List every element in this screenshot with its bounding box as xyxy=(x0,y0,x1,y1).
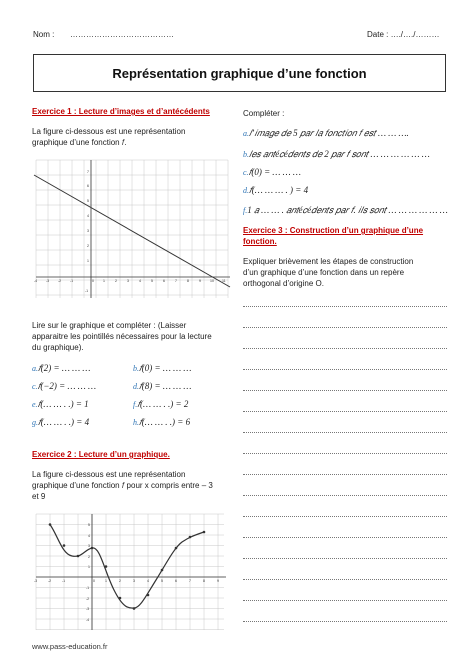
ex3-line1: Expliquer brièvement les étapes de construction xyxy=(243,257,414,266)
item-expression: 𝑓(… … . .) = 1 xyxy=(37,399,89,409)
graph-1-x-tick: 8 xyxy=(187,279,189,283)
ex1-item-b xyxy=(133,363,191,374)
graph-2-y-tick: -3 xyxy=(86,607,90,611)
graph-1-y-tick: -1 xyxy=(85,289,89,293)
ex3-heading-line2: fonction. xyxy=(243,237,277,246)
graph-2-point xyxy=(105,565,108,568)
item-expression: 𝑓(−2) = … … … xyxy=(37,381,97,391)
ex1-intro-line1: La figure ci-dessous est une représentation xyxy=(32,127,186,136)
graph-2-wave-function xyxy=(32,510,230,632)
ex3-heading-line1: Exercice 3 : Construction d’un graphique d’une xyxy=(243,226,424,235)
graph-2-point xyxy=(189,536,192,539)
graph-2-x-tick: 2 xyxy=(119,579,121,583)
name-label: Nom : xyxy=(33,30,55,39)
graph-1-x-tick: 10 xyxy=(210,279,214,283)
item-letter: f. xyxy=(243,206,248,215)
graph-2-y-tick: -2 xyxy=(86,597,90,601)
graph-2-point xyxy=(63,544,66,547)
graph-1-linear-function xyxy=(32,155,232,300)
ex1-instruction-line3: du graphique). xyxy=(32,343,84,352)
answer-line[interactable] xyxy=(243,369,447,370)
item-letter: a. xyxy=(32,364,38,373)
graph-1-x-tick: -4 xyxy=(34,279,38,283)
graph-1-y-tick: 2 xyxy=(87,244,89,248)
answer-line[interactable] xyxy=(243,537,447,538)
graph-1-y-tick: 7 xyxy=(87,170,89,174)
item-text: 𝑙𝑒𝑠 𝑎𝑛𝑡é𝑐é𝑑𝑒𝑛𝑡𝑠 𝑑𝑒 2 𝑝𝑎𝑟 𝑓 𝑠𝑜𝑛𝑡 … … … … … … xyxy=(249,149,430,159)
graph-2-point xyxy=(49,523,52,526)
ex2-intro-line1: La figure ci-dessous est une représentation xyxy=(32,470,186,479)
answer-line[interactable] xyxy=(243,579,447,580)
graph-2-x-tick: 8 xyxy=(203,579,205,583)
graph-1-x-tick: 9 xyxy=(199,279,201,283)
graph-2-point xyxy=(203,531,206,534)
graph-2-point xyxy=(119,597,122,600)
graph-1-x-tick: 5 xyxy=(151,279,153,283)
page-title: Représentation graphique d’une fonction xyxy=(112,65,367,81)
graph-1-y-tick: 5 xyxy=(87,199,89,203)
ex2-intro-line3: et 9 xyxy=(32,492,46,501)
graph-1-y-tick: 3 xyxy=(87,229,89,233)
graph-2-y-tick: 5 xyxy=(88,523,90,527)
graph-1-x-tick: -1 xyxy=(70,279,74,283)
item-letter: f. xyxy=(133,400,138,409)
item-letter: g. xyxy=(32,418,38,427)
answer-line[interactable] xyxy=(243,621,447,622)
graph-1-y-tick: 6 xyxy=(87,184,89,188)
graph-2-point xyxy=(77,555,80,558)
graph-1-x-tick: 3 xyxy=(127,279,129,283)
item-expression: 𝑓(… … . .) = 4 xyxy=(38,417,90,427)
graph-1-y-tick: 1 xyxy=(87,259,89,263)
ex1-item-g xyxy=(32,417,89,428)
answer-line[interactable] xyxy=(243,411,447,412)
item-letter: e. xyxy=(32,400,38,409)
right-item-b xyxy=(243,149,430,160)
graph-2-x-tick: 7 xyxy=(189,579,191,583)
item-letter: c. xyxy=(243,168,249,177)
answer-line[interactable] xyxy=(243,474,447,475)
right-item-a xyxy=(243,128,409,139)
graph-1-x-tick: 11 xyxy=(222,279,226,283)
item-text: 1 𝑎 … … . 𝑎𝑛𝑡é𝑐é𝑑𝑒𝑛𝑡𝑠 𝑝𝑎𝑟 𝑓. 𝑖𝑙𝑠 𝑠𝑜𝑛𝑡 … … … … … … xyxy=(247,205,448,215)
right-item-c xyxy=(243,167,301,178)
graph-2-x-tick: 9 xyxy=(217,579,219,583)
graph-1-x-tick: 6 xyxy=(163,279,165,283)
graph-2-point xyxy=(147,594,150,597)
date-label: Date : …./…./……… xyxy=(367,30,440,39)
item-expression: 𝑓(8) = … … … xyxy=(139,381,192,391)
graph-2-grid xyxy=(36,514,224,630)
graph-2-x-tick: -3 xyxy=(34,579,38,583)
graph-2-y-tick: 1 xyxy=(88,565,90,569)
graph-1-x-tick: 0 xyxy=(92,279,94,283)
graph-2-x-tick: -1 xyxy=(62,579,66,583)
graph-1-x-tick: 7 xyxy=(175,279,177,283)
graph-2-y-tick: 2 xyxy=(88,555,90,559)
item-expression: 𝑓(… … . .) = 2 xyxy=(137,399,189,409)
graph-2-x-tick: 4 xyxy=(147,579,149,583)
item-letter: d. xyxy=(243,186,249,195)
graph-2-point xyxy=(175,547,178,550)
answer-line[interactable] xyxy=(243,600,447,601)
graph-2-x-tick: -2 xyxy=(48,579,52,583)
ex2-intro-line2: graphique d’une fonction 𝑓 pour x compris entre – 3 xyxy=(32,481,213,490)
item-expression: 𝑓(2) = … … … xyxy=(38,363,91,373)
graph-2-x-tick: 5 xyxy=(161,579,163,583)
answer-line[interactable] xyxy=(243,306,447,307)
item-text: 𝑙’𝑖𝑚𝑎𝑔𝑒 𝑑𝑒 5 𝑝𝑎𝑟 𝑙𝑎 𝑓𝑜𝑛𝑐𝑡𝑖𝑜𝑛 𝑓 𝑒𝑠𝑡 … … …. xyxy=(249,128,409,138)
answer-line[interactable] xyxy=(243,453,447,454)
graph-1-y-tick: 4 xyxy=(87,214,89,218)
answer-line[interactable] xyxy=(243,390,447,391)
graph-2-x-tick: 1 xyxy=(105,579,107,583)
answer-line[interactable] xyxy=(243,495,447,496)
item-text: 𝑓(… … … . ) = 4 xyxy=(249,185,309,195)
ex1-item-c xyxy=(32,381,96,392)
ex1-item-a xyxy=(32,363,90,374)
item-letter: b. xyxy=(133,364,139,373)
ex1-item-f xyxy=(133,399,188,410)
item-letter: d. xyxy=(133,382,139,391)
right-item-d xyxy=(243,185,308,196)
ex3-line3: orthogonal d’origine O. xyxy=(243,279,324,288)
right-completer-label: Compléter : xyxy=(243,109,285,118)
answer-line[interactable] xyxy=(243,516,447,517)
answer-line[interactable] xyxy=(243,432,447,433)
item-text: 𝑓(0) = … … … xyxy=(248,167,301,177)
item-letter: a. xyxy=(243,129,249,138)
right-item-f xyxy=(243,205,448,216)
graph-2-x-tick: 3 xyxy=(133,579,135,583)
answer-line[interactable] xyxy=(243,327,447,328)
footer-url[interactable]: www.pass-education.fr xyxy=(32,642,108,651)
item-letter: b. xyxy=(243,150,249,159)
ex1-item-e xyxy=(32,399,89,410)
item-letter: c. xyxy=(32,382,38,391)
ex1-intro-line2: graphique d’une fonction 𝑓. xyxy=(32,138,127,147)
graph-1-x-tick: -2 xyxy=(58,279,62,283)
graph-2-x-tick: 6 xyxy=(175,579,177,583)
graph-2-x-tick: 0 xyxy=(93,579,95,583)
ex2-heading: Exercice 2 : Lecture d’un graphique. xyxy=(32,450,170,459)
ex1-instruction-line2: apparaitre les pointillés nécessaires pour la lecture xyxy=(32,332,212,341)
name-dots: ………………………………… xyxy=(70,30,174,39)
answer-line[interactable] xyxy=(243,348,447,349)
ex1-heading: Exercice 1 : Lecture d’images et d’antécédents xyxy=(32,107,210,116)
graph-2-y-tick: -1 xyxy=(86,586,90,590)
item-letter: h. xyxy=(133,418,139,427)
graph-2-point xyxy=(161,569,164,572)
answer-line[interactable] xyxy=(243,558,447,559)
graph-2-point xyxy=(91,547,94,550)
graph-1-x-tick: 4 xyxy=(139,279,141,283)
item-expression: 𝑓(… … . .) = 6 xyxy=(139,417,191,427)
ex1-item-h xyxy=(133,417,190,428)
ex1-item-d xyxy=(133,381,191,392)
ex1-instruction-line1: Lire sur le graphique et compléter : (Laisser xyxy=(32,321,187,330)
graph-1-x-tick: 1 xyxy=(103,279,105,283)
item-expression: 𝑓(0) = … … … xyxy=(139,363,192,373)
graph-2-y-tick: 3 xyxy=(88,544,90,548)
graph-2-y-tick: -4 xyxy=(86,618,90,622)
graph-1-x-tick: 2 xyxy=(115,279,117,283)
graph-2-y-tick: 4 xyxy=(88,534,90,538)
ex3-line2: d’un graphique d’une fonction dans un repère xyxy=(243,268,405,277)
graph-2-point xyxy=(133,607,136,610)
graph-1-x-tick: -3 xyxy=(46,279,50,283)
title-box xyxy=(33,54,446,92)
